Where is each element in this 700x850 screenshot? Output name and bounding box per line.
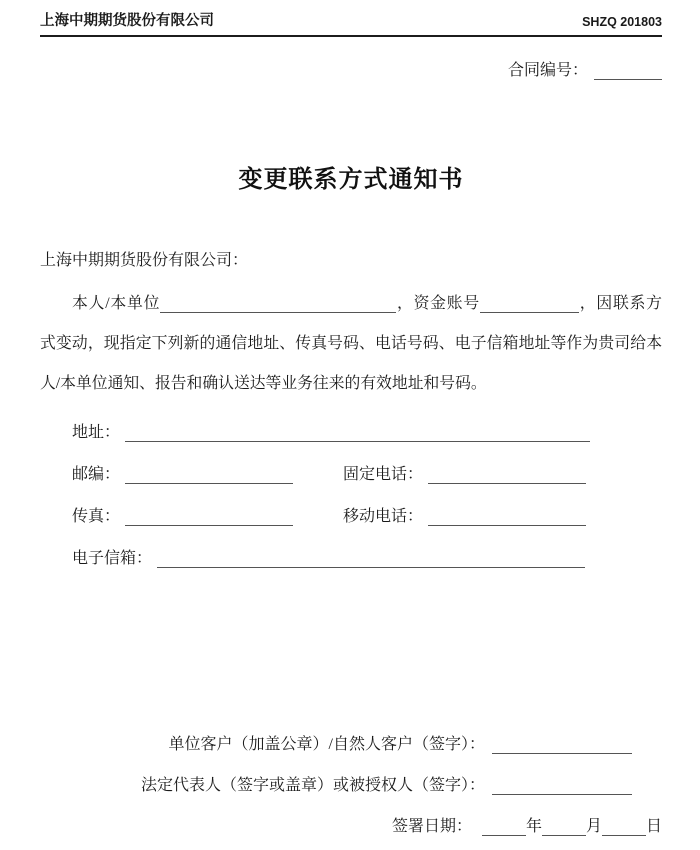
landline-blank: [428, 469, 586, 484]
landline-label: 固定电话：: [343, 466, 424, 483]
page-header: [40, 13, 662, 37]
postcode-blank: [125, 469, 293, 484]
contact-fields: [40, 412, 662, 580]
doc-code: SHZQ 201803: [582, 15, 662, 29]
year-blank: [482, 821, 526, 836]
sign-date-row: [40, 806, 662, 847]
contract-number-blank: [594, 65, 662, 80]
client-signature-row: [40, 724, 662, 765]
greeting: 上海中期期货股份有限公司：: [40, 252, 249, 269]
day-blank: [602, 821, 646, 836]
paragraph-text-3: ，因联系方: [578, 295, 662, 312]
representative-signature-label: 法定代表人（签字或盖章）或被授权人（签字）：: [140, 777, 485, 794]
sign-date-label: 签署日期：: [391, 818, 472, 835]
address-blank: [125, 427, 590, 442]
contract-number-label: 合同编号：: [507, 62, 588, 79]
paragraph-text-1: 本人/本单位: [72, 295, 161, 312]
month-label: 月: [585, 818, 602, 835]
email-label: 电子信箱：: [72, 550, 153, 567]
client-signature-label: 单位客户（加盖公章）/自然人客户（签字）：: [168, 736, 485, 753]
day-label: 日: [645, 818, 662, 835]
paragraph-line-3: 人/本单位通知、报告和确认送达等业务往来的有效地址和号码。: [40, 375, 487, 392]
contract-number-row: [40, 61, 662, 81]
postcode-landline-row: [40, 454, 662, 496]
address-row: [40, 412, 662, 454]
year-label: 年: [525, 818, 542, 835]
paragraph-text-2: ，资金账号: [396, 295, 480, 312]
signature-section: [40, 724, 662, 847]
email-row: [40, 538, 662, 580]
month-blank: [542, 821, 586, 836]
representative-signature-row: [40, 765, 662, 806]
paragraph-line-1: [40, 284, 662, 324]
paragraph-line-2: 式变动，现指定下列新的通信地址、传真号码、电话号码、电子信箱地址等作为贵司给本: [40, 335, 662, 352]
document-title: 变更联系方式通知书: [238, 166, 464, 193]
body-paragraph: [40, 284, 662, 404]
client-name-blank: [160, 298, 396, 313]
fax-blank: [125, 511, 293, 526]
client-signature-blank: [492, 739, 632, 754]
fax-mobile-row: [40, 496, 662, 538]
company-name: 上海中期期货股份有限公司: [40, 13, 214, 29]
address-label: 地址：: [72, 424, 121, 441]
account-number-blank: [480, 298, 579, 313]
representative-signature-blank: [492, 780, 632, 795]
fax-label: 传真：: [72, 508, 121, 525]
mobile-label: 移动电话：: [343, 508, 424, 525]
email-blank: [157, 553, 585, 568]
postcode-label: 邮编：: [72, 466, 121, 483]
mobile-blank: [428, 511, 586, 526]
